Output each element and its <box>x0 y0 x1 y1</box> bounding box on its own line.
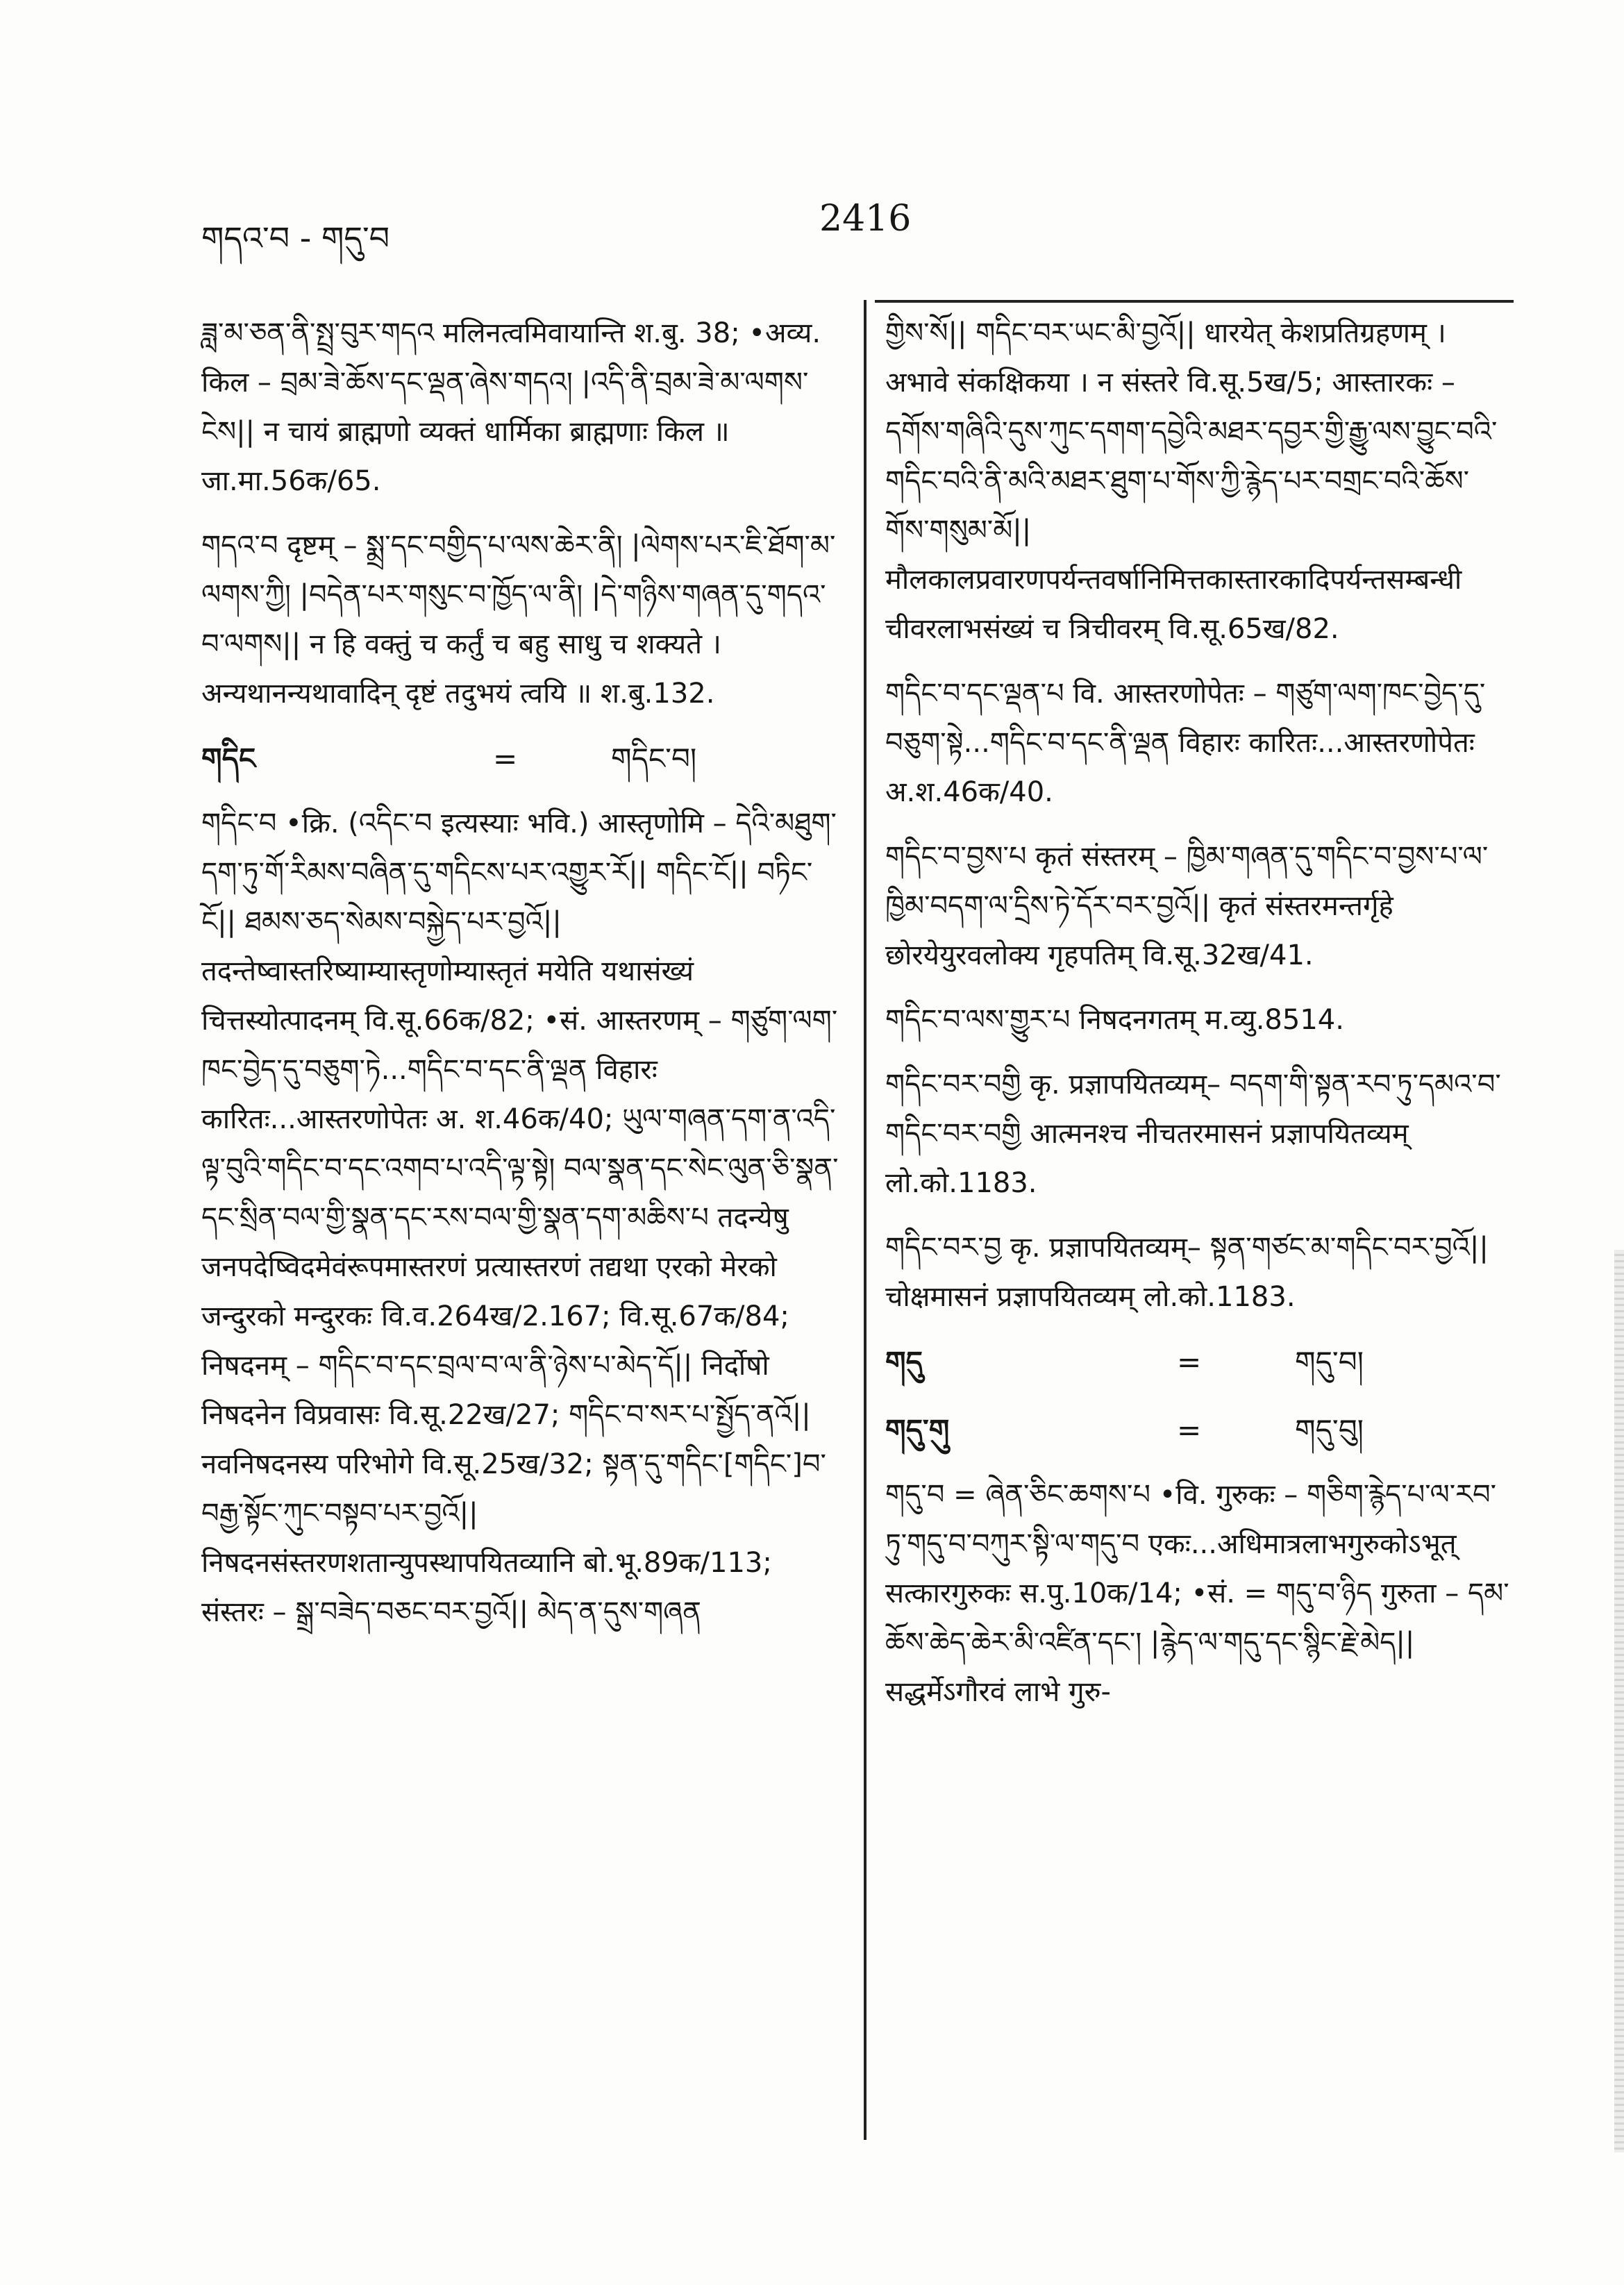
xref-headword: གདུ་གུ <box>885 1413 950 1447</box>
entry-gduba: གདུ་བ = ཞེན་ཅིང་ཆགས་པ •वि. गुरुकः – གཅིག་རྙེད་པ་ལ་རབ་ཏུ་གདུ་བ་བཀུར་སྟི་ལ་གདུ་བ एकः...अधिमात्रलाभगुरुकोऽभूत् सत्कारगुरुकः स.पु.10क/14; •सं. = གདུ་བ་ཉིད गुरुता – དམ་ཆོས་ཆེད་ཆེར་མི་འཛིན་དང་། |རྙེད་ལ་གདུ་དང་སྙིང་རྗེ་མེད|| सद्धर्मेऽगौरवं लाभे गुरु- <box>885 1479 1509 1708</box>
xref-equals: = <box>1177 1345 1202 1379</box>
xref-target: གདུ་བུ། <box>1295 1413 1364 1447</box>
entry-continuation-right: གྱིས་སོ|| གདིང་བར་ཡང་མི་བྱའོ|| धारयेत् केशप्रतिग्रहणम् । अभावे संकक्षिकया । न संस्तरे वि.सू.5ख/5; आस्तारकः – དགོས་གཞིའི་དུས་ཀུང་དགག་དབྱེའི་མཐར་དབྱར་གྱི་རྒྱུ་ལས་བྱུང་བའི་གདིང་བའི་ནི་མའི་མཐར་ཐུག་པ་གོས་ཀྱི་རྙེད་པར་བགྲང་བའི་ཆོས་གོས་གསུམ་མོ|| मौलकालप्रवारणपर्यन्तवर्षानिमित्तकास्तारकादिपर्यन्तसम्बन्धी चीवरलाभसंख्यं च त्रिचीवरम् वि.सू.65ख/82. <box>885 317 1498 645</box>
entry-continuation: ཟླ་མ་ཅན་ནི་སྤྲ་བུར་གདའ मलिनत्वमिवायान्ति श.बु. 38; •अव्य. किल – བྲམ་ཟེ་ཆོས་དང་ལྡན་ཞེས་གདའ། |འདི་ནི་བྲམ་ཟེ་མ་ལགས་ངེས|| न चायं ब्राह्मणो व्यक्तं धार्मिका ब्राह्मणाः किल ॥ जा.मा.56क/65. <box>201 317 821 497</box>
scan-edge <box>1614 1250 1624 2152</box>
xref-target: གདུ་བ། <box>1295 1345 1364 1379</box>
xref-headword: གདུ <box>885 1345 923 1379</box>
running-head: གདའ་བ - གདུ་བ <box>201 219 390 257</box>
entry-gdaba: གདའ་བ दृष्टम् – སྨྲ་དང་བགྱིད་པ་ལས་ཆེར་ནི། |ལེགས་པར་ཇི་ཐོག་མ་ལགས་ཀྱི། |བདེན་པར་གསུང་བ་ཁྱོད་ལ་ནི། |དེ་གཉིས་གཞན་དུ་གདའ་བ་ལགས|| न हि वक्तुं च कर्तुं च बहु साधु च शक्यते । अन्यथानन्यथावादिन् दृष्टं तदुभयं त्वयि ॥ श.बु.132. <box>201 530 836 710</box>
left-column <box>201 309 840 1637</box>
entry-gdingba-byaspa: གདིང་བ་བྱས་པ कृतं संस्तरम् – ཁྱིམ་གཞན་དུ་གདིང་བ་བྱས་པ་ལ་ཁྱིམ་བདག་ལ་དྲིས་ཏེ་དོར་བར་བྱའོ|| कृतं संस्तरमन्तर्गृहे छोरयेयुरवलोक्य गृहपतिम् वि.सू.32ख/41. <box>885 841 1489 971</box>
xref-target: གདིང་བ། <box>611 742 697 776</box>
column-divider <box>864 300 867 2140</box>
cross-reference <box>885 1334 1510 1390</box>
header-rule <box>875 300 1514 303</box>
entry-gdingbar-bya: གདིང་བར་བྱ कृ. प्रज्ञापयितव्यम्– སྟན་གཙང་མ་གདིང་བར་བྱའོ|| चोक्षमासनं प्रज्ञापयितव्यम् लो.को.1183. <box>885 1232 1489 1313</box>
xref-equals: = <box>493 742 518 776</box>
page-number: 2416 <box>819 198 912 240</box>
entry-gdingbar-bgyi: གདིང་བར་བགྱི कृ. प्रज्ञापयितव्यम्– བདག་གི་སྟན་རབ་ཏུ་དམའ་བ་གདིང་བར་བགྱི आत्मनश्च नीचतरमासनं प्रज्ञापयितव्यम् लो.को.1183. <box>885 1069 1501 1199</box>
entry-gdingba-dang-ldanpa: གདིང་བ་དང་ལྡན་པ वि. आस्तरणोपेतः – གཙུག་ལག་ཁང་བྱེད་དུ་བཅུག་སྟེ...གདིང་བ་དང་ནི་ལྡན विहारः कारितः...आस्तरणोपेतः अ.श.46क/40. <box>885 678 1486 808</box>
entry-gdingba: གདིང་བ •क्रि. (འདིང་བ इत्यस्याः भवि.) आस्तृणोमि – དེའི་མཐུག་དག་ཏུ་གོ་རིམས་བཞིན་དུ་གདིངས་པར་འགྱུར་རོ|| གདིང་ངོ|| བཏིང་ངོ|| ཐམས་ཅད་སེམས་བསྐྱེད་པར་བྱའོ|| तदन्तेष्वास्तरिष्याम्यास्तृणोम्यास्तृतं मयेति यथासंख्यं चित्तस्योत्पादनम् वि.सू.66क/82; •सं. आस्तरणम् – གཙུག་ལག་ཁང་བྱེད་དུ་བཅུག་ཏེ...གདིང་བ་དང་ནི་ལྡན विहारः कारितः...आस्तरणोपेतः अ. श.46क/40; ཡུལ་གཞན་དག་ན་འདི་ལྟ་བུའི་གདིང་བ་དང་འགབ་པ་འདི་ལྟ་སྟེ། བལ་སྣན་དང་སེང་ལུན་ཅི་སྣན་དང་སྲིན་བལ་གྱི་སྣན་དང་རས་བལ་གྱི་སྣན་དག་མཆིས་པ तदन्येषु जनपदेष्विदमेवंरूपमास्तरणं प्रत्यास्तरणं तद्यथा एरको मेरको जन्दुरको मन्दुरकः वि.व.264ख/2.167; वि.सू.67क/84; निषदनम् – གདིང་བ་དང་བྲལ་བ་ལ་ནི་ཉེས་པ་མེད་དོ|| निर्दोषो निषदनेन विप्रवासः वि.सू.22ख/27; གདིང་བ་སར་པ་སྤྱོད་ནའོ|| नवनिषदनस्य परिभोगे वि.सू.25ख/32; སྟན་དུ་གདིང་[གདིང་]བ་བརྒྱ་སྟོང་ཀུང་བསྟབ་པར་བྱའོ|| निषदनसंस्तरणशतान्युपस्थापयितव्यानि बो.भू.89क/113; संस्तरः – སྒྲ་བཟེད་བཅང་བར་བྱའོ|| མེད་ན་དུས་གཞན <box>201 807 839 1628</box>
entry-gdingba-las-gyurpa: གདིང་བ་ལས་གྱུར་པ निषदनगतम् म.व्यु.8514. <box>885 1004 1344 1036</box>
xref-headword: གདིང <box>201 742 256 776</box>
cross-reference <box>201 731 840 787</box>
xref-equals: = <box>1177 1413 1202 1447</box>
cross-reference <box>885 1403 1510 1458</box>
running-header <box>201 198 1507 257</box>
right-column <box>885 309 1510 1717</box>
